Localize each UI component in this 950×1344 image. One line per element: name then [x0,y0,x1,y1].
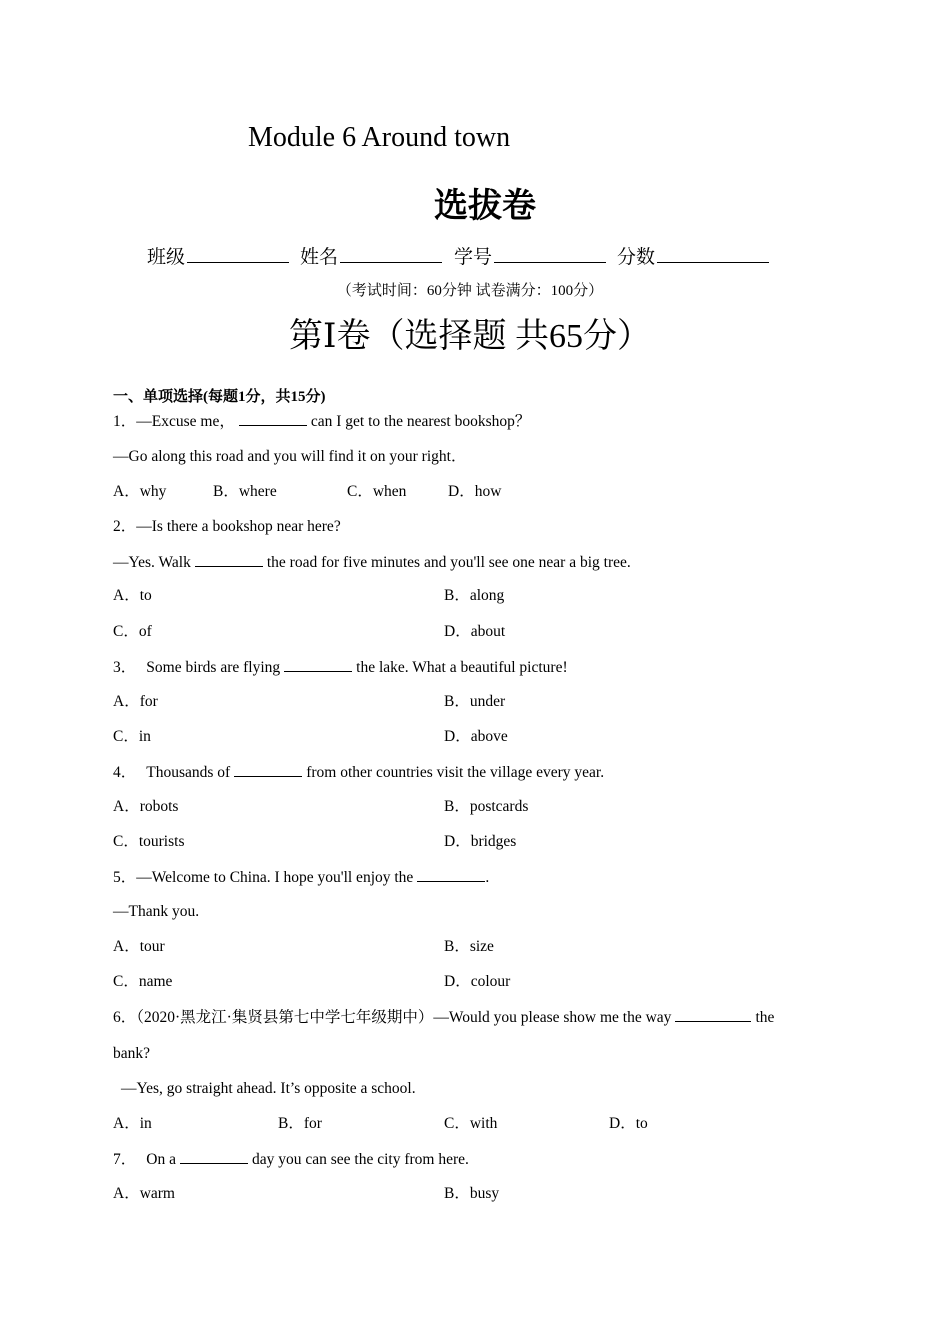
q4-option-c: C．tourists [113,833,185,850]
q7-option-b: B．busy [444,1185,500,1202]
question-6-stem-cont: bank? [113,1045,151,1062]
name-label: 姓名 [300,247,339,268]
question-1-reply: —Go along this road and you will find it on your right． [113,448,467,465]
question-5-reply: —Thank you. [113,903,200,920]
q1-option-c: C．when [347,483,407,500]
q6-option-c: C．with [444,1115,498,1132]
question-number: 5． [113,869,137,886]
answer-blank [675,1006,751,1022]
question-4-stem [113,761,604,784]
q3-option-d: D．above [444,728,508,745]
answer-blank [195,551,263,567]
section-title: 一、单项选择(每题1分，共15分) [113,389,326,405]
question-5-stem [113,866,489,889]
number-label: 学号 [454,247,493,268]
question-3-stem [113,656,568,679]
q1-option-a: A．why [113,483,167,500]
stem-text: the road for five minutes and you'll see one near a big tree. [266,554,631,571]
q3-option-b: B．under [444,693,506,710]
number-blank [494,242,606,263]
q2-option-a: A．to [113,587,152,604]
q7-option-a: A．warm [113,1185,175,1202]
q4-option-d: D．bridges [444,833,517,850]
answer-blank [239,410,307,426]
q2-option-b: B．along [444,587,505,604]
stem-text: On a [146,1151,176,1168]
q5-option-c: C．name [113,973,173,990]
q1-option-b: B．where [213,483,277,500]
stem-text: from other countries visit the village every year. [306,764,605,781]
q6-option-b: B．for [278,1115,322,1132]
volume-title: 第Ⅰ卷（选择题 共65分） [289,318,651,355]
class-blank [187,242,289,263]
stem-text: —Welcome to China. I hope you'll enjoy the [136,869,414,886]
q4-option-b: B．postcards [444,798,529,815]
stem-text: —Would you please show me the way [433,1009,672,1026]
question-number: 7． [113,1151,137,1168]
question-source: （2020·黑龙江·集贤县第七中学七年级期中） [136,1009,434,1026]
q6-option-d: D．to [609,1115,648,1132]
question-1-stem [113,410,530,433]
number-field [454,242,606,271]
question-2-stem [113,516,341,538]
q2-option-c: C．of [113,623,152,640]
question-6-reply: —Yes, go straight ahead. It’s opposite a school. [121,1080,416,1097]
stem-text: —Is there a bookshop near here? [136,518,341,535]
q2-option-d: D．about [444,623,506,640]
score-label: 分数 [617,247,656,268]
class-label: 班级 [147,247,186,268]
question-number: 2． [113,518,137,535]
q5-option-d: D．colour [444,973,511,990]
class-field [147,242,289,271]
question-2-reply [113,551,631,574]
stem-text: the lake. What a beautiful picture! [356,659,568,676]
stem-text: . [485,869,490,886]
answer-blank [417,866,485,882]
exam-note: （考试时间：60分钟 试卷满分：100分） [336,283,604,299]
stem-text: day you can see the city from here. [251,1151,469,1168]
name-field [300,242,442,271]
question-number: 3． [113,659,137,676]
stem-text: —Yes. Walk [113,554,191,571]
stem-text: the [755,1009,775,1026]
question-6-stem [113,1006,774,1029]
q5-option-b: B．size [444,938,494,955]
score-field [617,242,769,271]
answer-blank [234,761,302,777]
answer-blank [284,656,352,672]
score-blank [657,242,769,263]
q3-option-a: A．for [113,693,158,710]
q4-option-a: A．robots [113,798,179,815]
stem-text: Some birds are flying [146,659,281,676]
stem-text: Thousands of [146,764,231,781]
question-7-stem [113,1148,469,1171]
q1-option-d: D．how [448,483,502,500]
question-number: 4． [113,764,137,781]
stem-text: —Excuse me， [136,413,235,430]
question-number: 1． [113,413,137,430]
name-blank [340,242,442,263]
stem-text: can I get to the nearest bookshop？ [310,413,531,430]
exam-title: 选拔卷 [434,186,536,226]
answer-blank [180,1148,248,1164]
q3-option-c: C．in [113,728,151,745]
question-number: 6． [113,1009,137,1026]
module-title: Module 6 Around town [248,122,511,153]
q6-option-a: A．in [113,1115,152,1132]
q5-option-a: A．tour [113,938,165,955]
